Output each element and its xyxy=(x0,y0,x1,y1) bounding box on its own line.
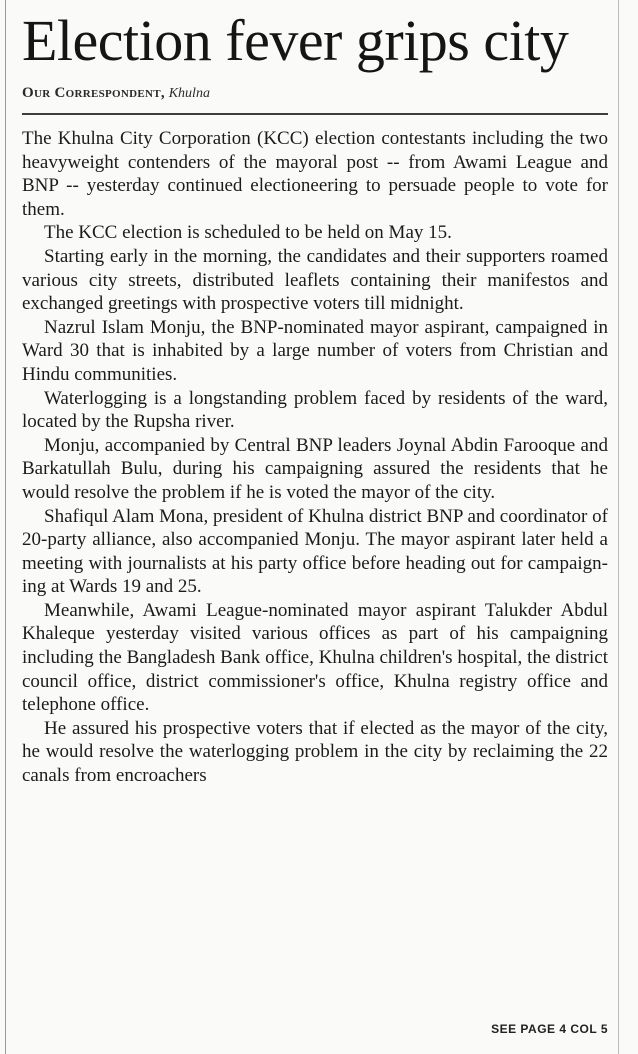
headline-rule xyxy=(22,113,608,115)
paragraph: He assured his prospective voters that if elected as the mayor of the city, he would resolve the waterlogging problem in the city by reclaiming the 22 canals from encroachers xyxy=(22,717,608,787)
continuation-jump: SEE PAGE 4 COL 5 xyxy=(491,1022,608,1036)
headline: Election fever grips city xyxy=(22,8,569,73)
paragraph: The KCC election is scheduled to be held on May 15. xyxy=(44,222,452,244)
paragraph: Starting early in the morning, the candidates and their supporters roamed various city streets, distributed leaflets containing their manifestos and exchanged greetings with prospective voters till midnight. xyxy=(22,245,608,315)
news-article xyxy=(22,8,608,788)
paragraph: Nazrul Islam Monju, the BNP-nominated mayor aspirant, campaigned in Ward 30 that is inhabited by a large number of voters from Christian and Hindu communities. xyxy=(22,316,608,385)
page-left-border xyxy=(5,0,6,1054)
paragraph: The Khulna City Corporation (KCC) election contestants including the two heavyweight contenders of the mayoral post -- from Awami League and BNP -- yesterday continued electioneering to persuade people to vote for them. xyxy=(22,128,608,220)
article-body xyxy=(22,127,608,788)
paragraph: Waterlogging is a longstanding problem faced by residents of the ward, located by the Rupsha river. xyxy=(22,387,608,433)
byline-correspondent: Our Correspondent, xyxy=(22,85,165,101)
paragraph: Meanwhile, Awami League-nominated mayor aspirant Talukder Abdul Khaleque yesterday visited various offices as part of his campaigning including the Bangladesh Bank office, Khulna children's hospital, the district council office, district commissioner's office, Khulna registry office and telephone office. xyxy=(22,599,608,716)
paragraph: Shafiqul Alam Mona, president of Khulna district BNP and coordinator of 20-party alliance, also accompanied Monju. The mayor aspirant later held a meeting with journalists at his party office before heading out for campaigning at Wards 19 and 25. xyxy=(22,505,608,598)
column-divider xyxy=(618,0,619,1054)
byline xyxy=(22,84,608,103)
byline-location: Khulna xyxy=(168,86,210,101)
paragraph: Monju, accompanied by Central BNP leaders Joynal Abdin Farooque and Barkatullah Bulu, during his campaigning assured the residents that he would resolve the problem if he is voted the mayor of the city. xyxy=(22,434,608,503)
